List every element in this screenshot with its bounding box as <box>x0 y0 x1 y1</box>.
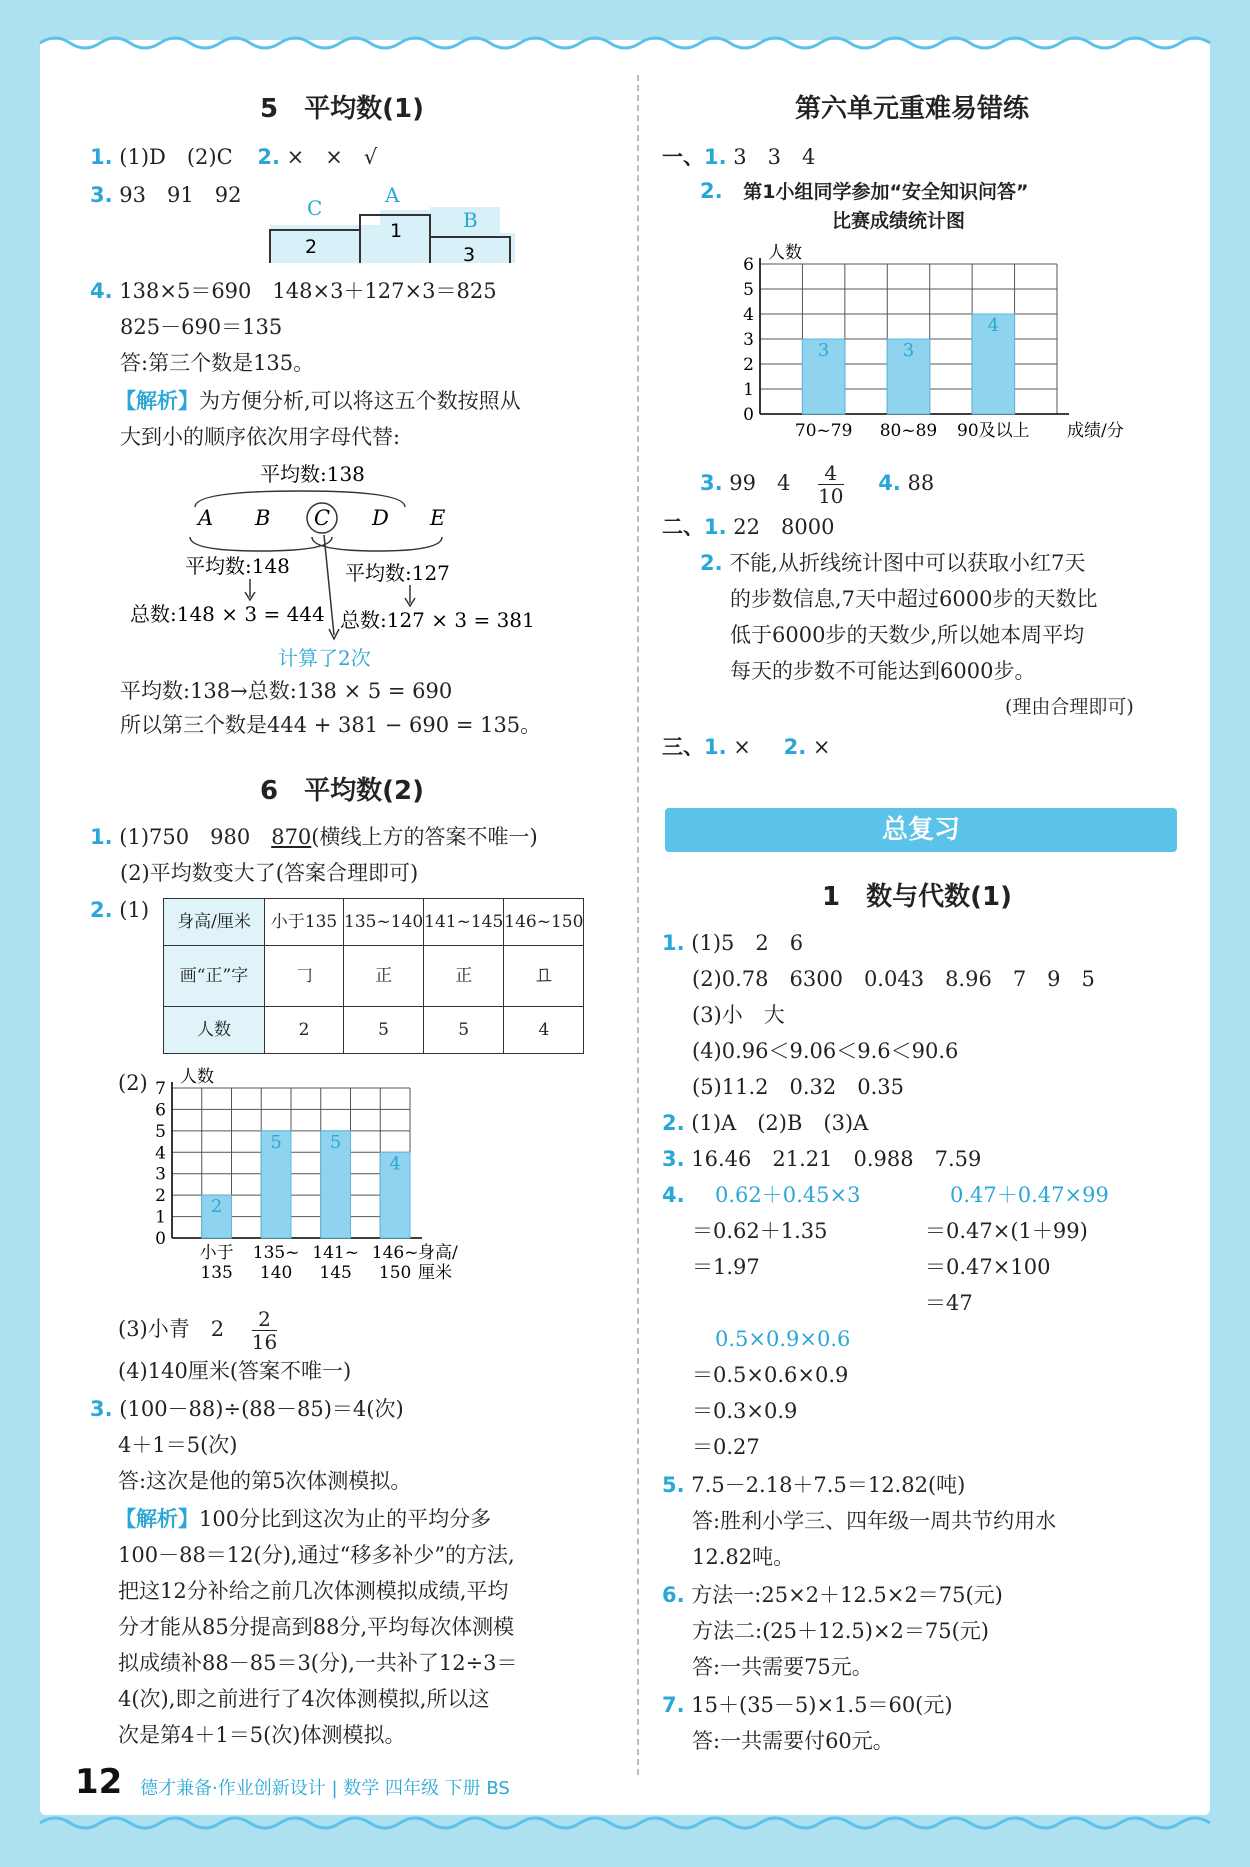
y-tick-label: 1 <box>743 380 754 400</box>
podium-label-a: A <box>385 183 400 207</box>
p2-q2-text-1: 不能,从折线统计图中可以获取小红7天 <box>729 551 1086 575</box>
fraction-denominator: 10 <box>818 484 844 508</box>
s5-q2-num: 2. <box>257 145 280 169</box>
p1-q1-num: 1. <box>704 145 727 169</box>
s6-q3-line1 <box>90 1394 404 1424</box>
average-tree-diagram <box>120 455 535 675</box>
r-q1-num: 1. <box>662 931 685 955</box>
r-q7-num: 7. <box>662 1693 685 1717</box>
p2-q1-num: 1. <box>704 515 727 539</box>
table-cell: 5 <box>344 1007 424 1054</box>
s5-analysis-line2: 大到小的顺序依次用字母代替: <box>120 425 401 449</box>
x-axis-title: 成绩/分 <box>1067 421 1124 441</box>
r-q4-calc3-line1: 0.5×0.9×0.6 <box>715 1327 851 1351</box>
p2-q2-line1 <box>700 548 1085 578</box>
bar-value-label: 2 <box>210 1196 223 1218</box>
tree-letter-c: C <box>314 506 331 530</box>
r-q2 <box>662 1108 868 1138</box>
s5-q1-answer: (1)D (2)C <box>119 145 233 169</box>
tree-avg-all: 平均数:138 <box>260 462 365 486</box>
p2-q2-line3: 低于6000步的天数少,所以她本周平均 <box>730 623 1085 647</box>
table-cell: 画“正”字 <box>164 946 265 1007</box>
table-cell: 𠀃 <box>504 946 584 1007</box>
s5-analysis-line3: 平均数:138→总数:138 × 5 = 690 <box>120 679 453 703</box>
r-q2-answer: (1)A (2)B (3)A <box>691 1111 869 1135</box>
fraction-numerator: 4 <box>818 462 843 485</box>
r-q2-num: 2. <box>662 1111 685 1135</box>
p1-q3-fraction <box>818 462 843 507</box>
y-tick-label: 0 <box>743 405 754 425</box>
p1-q3-num: 3. <box>700 471 723 495</box>
s6-analysis-line7: 次是第4＋1＝5(次)体测模拟。 <box>118 1723 406 1747</box>
footer-text: 德才兼备·作业创新设计 | 数学 四年级 下册 BS <box>140 1778 510 1799</box>
bar-value-label: 5 <box>329 1131 342 1153</box>
s6-analysis-line2: 100－88＝12(分),通过“移多补少”的方法, <box>118 1543 515 1567</box>
chart-title-line2: 比赛成绩统计图 <box>832 210 966 232</box>
p3-answers <box>662 732 830 762</box>
s6-q2-fraction <box>252 1308 277 1353</box>
x-axis-title: 身高/ <box>418 1243 458 1263</box>
s5-q4-line3: 答:第三个数是135。 <box>120 351 315 375</box>
s5-analysis-line4: 所以第三个数是444 + 381 − 690 = 135。 <box>120 713 542 737</box>
x-tick-label: 135 <box>200 1263 233 1283</box>
p1-q4-num: 4. <box>878 471 901 495</box>
x-tick-label: 80~89 <box>879 421 938 441</box>
r-q4-calc1-line3: ＝1.97 <box>692 1255 760 1279</box>
chart-title-line1: 第1小组同学参加“安全知识问答” <box>743 181 1029 203</box>
part2-label: 二、 <box>662 515 704 539</box>
p3-q1-num: 1. <box>704 735 727 759</box>
r-q6-line2: 方法二:(25＋12.5)×2＝75(元) <box>692 1619 990 1643</box>
r-q4-num <box>662 1180 685 1210</box>
s6-analysis-line1 <box>115 1504 491 1534</box>
s6-analysis-text-1: 100分比到这次为止的平均分多 <box>199 1507 492 1531</box>
r-q4-calc2-line4: ＝47 <box>925 1291 973 1315</box>
s5-q4-line1 <box>90 276 497 306</box>
s6-q2-part3 <box>118 1308 277 1353</box>
podium-label-c: C <box>307 196 323 220</box>
table-cell: 正 <box>424 946 504 1007</box>
r-q1-line1 <box>662 928 803 958</box>
x-tick-label: 145 <box>319 1263 352 1283</box>
s6-q2-num: 2. <box>90 898 113 922</box>
s5-q4-line2: 825－690＝135 <box>120 315 283 339</box>
tree-computed-twice: 计算了2次 <box>278 646 371 670</box>
p2-q2-num: 2. <box>700 551 723 575</box>
y-tick-label: 6 <box>155 1100 166 1121</box>
bar-value-label: 3 <box>817 340 830 361</box>
table-cell: 4 <box>504 1007 584 1054</box>
p1-q1-answer: 3 3 4 <box>733 145 816 169</box>
s5-analysis-label: 【解析】 <box>115 389 199 413</box>
score-bar-chart <box>730 232 1150 448</box>
s5-q4-num: 4. <box>90 279 113 303</box>
y-tick-label: 1 <box>155 1207 166 1228</box>
s5-q2-answer: × × √ <box>286 145 378 169</box>
r-q5-line1 <box>662 1470 965 1500</box>
y-tick-label: 3 <box>155 1164 166 1185</box>
y-tick-label: 2 <box>155 1186 166 1207</box>
s6-q2-part2-label: (2) <box>118 1071 148 1095</box>
podium-num-3: 3 <box>463 244 476 266</box>
s5-analysis-text-1: 为方便分析,可以将这五个数按照从 <box>199 389 521 413</box>
y-tick-label: 7 <box>155 1079 166 1099</box>
s6-q1-underlined: 870 <box>271 825 312 849</box>
x-tick-label: 140 <box>259 1263 293 1283</box>
x-tick-label: 135~ <box>252 1243 300 1263</box>
s6-q1-line1 <box>90 822 538 852</box>
y-tick-label: 5 <box>743 280 754 300</box>
r-q1-text-1: (1)5 2 6 <box>691 931 804 955</box>
r-q4-num-label: 4. <box>662 1183 685 1207</box>
table-cell: 2 <box>265 1007 344 1054</box>
x-tick-label: 141~ <box>312 1243 359 1263</box>
p2-q2-line2: 的步数信息,7天中超过6000步的天数比 <box>730 587 1098 611</box>
s6-q1-text: (1)750 980 <box>119 825 272 849</box>
tree-letter-a: A <box>198 506 214 530</box>
r-q6-text-1: 方法一:25×2＋12.5×2＝75(元) <box>691 1583 1003 1607</box>
r-q5-num: 5. <box>662 1473 685 1497</box>
part3-label: 三、 <box>662 735 704 759</box>
s5-q1 <box>90 142 377 172</box>
p1-q4-answer: 88 <box>907 471 935 495</box>
r-q1-line3: (3)小 大 <box>692 1003 785 1027</box>
x-tick-label: 小于 <box>199 1243 234 1263</box>
y-tick-label: 4 <box>155 1143 166 1164</box>
p1-q2-title-line1 <box>700 176 1028 207</box>
r-q4-calc3-line3: ＝0.3×0.9 <box>692 1399 798 1423</box>
s5-q3-num: 3. <box>90 183 113 207</box>
p2-q2-note: (理由合理即可) <box>1005 696 1134 718</box>
review-s1-title: 1 数与代数(1) <box>822 882 1012 912</box>
r-q4-calc2-line2: ＝0.47×(1＋99) <box>925 1219 1088 1243</box>
section-6-title: 6 平均数(2) <box>260 776 424 806</box>
p1-q3-q4 <box>700 462 934 507</box>
review-banner: 总复习 <box>665 808 1177 852</box>
r-q7-line2: 答:一共需要付60元。 <box>692 1729 894 1753</box>
tree-sum-right: 总数:127 × 3 = 381 <box>340 608 535 632</box>
s6-analysis-line4: 分才能从85分提高到88分,平均每次体测模 <box>118 1615 515 1639</box>
p2-q2-line4: 每天的步数不可能达到6000步。 <box>730 659 1036 683</box>
y-tick-label: 6 <box>743 255 754 275</box>
r-q3-num: 3. <box>662 1147 685 1171</box>
height-bar-chart <box>140 1062 540 1292</box>
r-q4-calc3-line4: ＝0.27 <box>692 1435 760 1459</box>
r-q3 <box>662 1144 981 1174</box>
top-wave-border <box>40 28 1210 58</box>
tree-sum-left: 总数:148 × 3 = 444 <box>130 602 325 626</box>
r-q4-calc1-line2: ＝0.62＋1.35 <box>692 1219 828 1243</box>
column-divider <box>637 75 639 1775</box>
s5-q4-text-1: 138×5＝690 148×3＋127×3＝825 <box>119 279 497 303</box>
p2-q1-answer: 22 8000 <box>733 515 835 539</box>
x-tick-label: 90及以上 <box>957 421 1030 441</box>
s5-q3 <box>90 180 241 210</box>
tree-letter-d: D <box>372 506 389 530</box>
page-number: 12 <box>75 1762 123 1802</box>
table-row <box>164 946 584 1007</box>
p3-q2-num: 2. <box>783 735 807 759</box>
bar-value-label: 4 <box>389 1153 401 1175</box>
table-cell: 5 <box>424 1007 504 1054</box>
fraction-numerator: 2 <box>252 1308 277 1331</box>
podium-num-1: 1 <box>390 220 403 242</box>
x-tick-label: 146~ <box>371 1243 419 1263</box>
y-tick-label: 5 <box>155 1121 166 1142</box>
s5-analysis-line1 <box>115 386 521 416</box>
r-q4-calc3-line2: ＝0.5×0.6×0.9 <box>692 1363 849 1387</box>
p1-q3-answer: 99 4 <box>729 471 812 495</box>
table-cell: 人数 <box>164 1007 265 1054</box>
x-axis-title: 厘米 <box>418 1263 452 1283</box>
s6-analysis-line5: 拟成绩补88－85＝3(分),一共补了12÷3＝ <box>118 1651 518 1675</box>
podium-num-2: 2 <box>305 236 318 258</box>
p1-q2-num: 2. <box>700 179 723 203</box>
s6-q2-part1-label: (1) <box>119 898 150 922</box>
y-tick-label: 2 <box>743 355 754 375</box>
podium-diagram <box>265 185 525 270</box>
p3-q1-answer: × <box>733 735 751 759</box>
s6-q1-num: 1. <box>90 825 113 849</box>
part1-label: 一、 <box>662 145 704 169</box>
table-cell: 身高/厘米 <box>164 899 265 946</box>
s5-q1-num: 1. <box>90 145 113 169</box>
r-q3-answer: 16.46 21.21 0.988 7.59 <box>691 1147 982 1171</box>
table-cell: 小于135 <box>265 899 344 946</box>
r-q1-line2: (2)0.78 6300 0.043 8.96 7 9 5 <box>692 967 1095 991</box>
r-q4-calc2-line3: ＝0.47×100 <box>925 1255 1051 1279</box>
y-axis-title: 人数 <box>768 243 802 263</box>
r-q5-line2: 答:胜利小学三、四年级一周共节约用水 <box>692 1509 1057 1533</box>
r-q4-calc1-line1: 0.62＋0.45×3 <box>715 1183 861 1207</box>
s6-analysis-label: 【解析】 <box>115 1507 199 1531</box>
r-q5-text-1: 7.5－2.18＋7.5＝12.82(吨) <box>691 1473 966 1497</box>
x-tick-label: 70~79 <box>794 421 853 441</box>
p2-q1 <box>662 512 834 542</box>
r-q4-calc2-line1: 0.47＋0.47×99 <box>950 1183 1109 1207</box>
s6-q3-line3: 答:这次是他的第5次体测模拟。 <box>118 1469 412 1493</box>
r-q6-line3: 答:一共需要75元。 <box>692 1655 873 1679</box>
s6-q2-part4: (4)140厘米(答案不唯一) <box>118 1359 352 1383</box>
s6-q2-part3-text: (3)小青 2 <box>118 1317 246 1341</box>
y-tick-label: 4 <box>743 305 754 325</box>
bottom-wave-border <box>40 1808 1210 1838</box>
s6-q1-line2: (2)平均数变大了(答案合理即可) <box>120 861 419 885</box>
s6-q2-part1 <box>90 895 149 925</box>
table-cell: 146~150 <box>504 899 584 946</box>
unit-review-title: 第六单元重难易错练 <box>795 94 1030 124</box>
table-cell: 135~140 <box>344 899 424 946</box>
table-row <box>164 899 584 946</box>
s6-q3-num: 3. <box>90 1397 113 1421</box>
table-cell: 141~145 <box>424 899 504 946</box>
r-q7-text-1: 15＋(35－5)×1.5＝60(元) <box>691 1693 953 1717</box>
section-5-title: 5 平均数(1) <box>260 94 424 124</box>
r-q1-line5: (5)11.2 0.32 0.35 <box>692 1075 905 1099</box>
s6-analysis-line6: 4(次),即之前进行了4次体测模拟,所以这 <box>118 1687 490 1711</box>
table-cell: 正 <box>344 946 424 1007</box>
tree-avg-right: 平均数:127 <box>345 561 450 585</box>
bar-value-label: 3 <box>902 340 915 361</box>
x-tick-label: 150 <box>378 1263 412 1283</box>
r-q1-line4: (4)0.96＜9.06＜9.6＜90.6 <box>692 1039 959 1063</box>
s6-q1-note: (横线上方的答案不唯一) <box>311 825 538 849</box>
y-tick-label: 3 <box>743 330 754 350</box>
tree-avg-left: 平均数:148 <box>185 554 290 578</box>
fraction-denominator: 16 <box>251 1330 278 1354</box>
bar-value-label: 4 <box>987 315 1000 336</box>
r-q5-line3: 12.82吨。 <box>692 1545 795 1569</box>
r-q7-line1 <box>662 1690 953 1720</box>
s5-q3-answer: 93 91 92 <box>119 183 242 207</box>
tree-letter-b: B <box>255 506 271 530</box>
r-q6-num: 6. <box>662 1583 685 1607</box>
p1-q1 <box>662 142 815 172</box>
podium-label-b: B <box>463 208 478 232</box>
bar-value-label: 5 <box>270 1131 282 1153</box>
s6-analysis-line3: 把这12分补给之前几次体测模拟成绩,平均 <box>118 1579 509 1603</box>
s6-q3-line2: 4＋1＝5(次) <box>118 1433 238 1457</box>
height-frequency-table <box>163 898 584 1054</box>
y-tick-label: 0 <box>155 1229 166 1249</box>
s6-q3-text-1: (100－88)÷(88－85)＝4(次) <box>119 1397 404 1421</box>
table-row <box>164 1007 584 1054</box>
tree-letter-e: E <box>430 506 446 530</box>
r-q6-line1 <box>662 1580 1003 1610</box>
table-cell: 𠃌 <box>265 946 344 1007</box>
p3-q2-answer: × <box>812 735 831 759</box>
y-axis-title: 人数 <box>180 1067 214 1087</box>
